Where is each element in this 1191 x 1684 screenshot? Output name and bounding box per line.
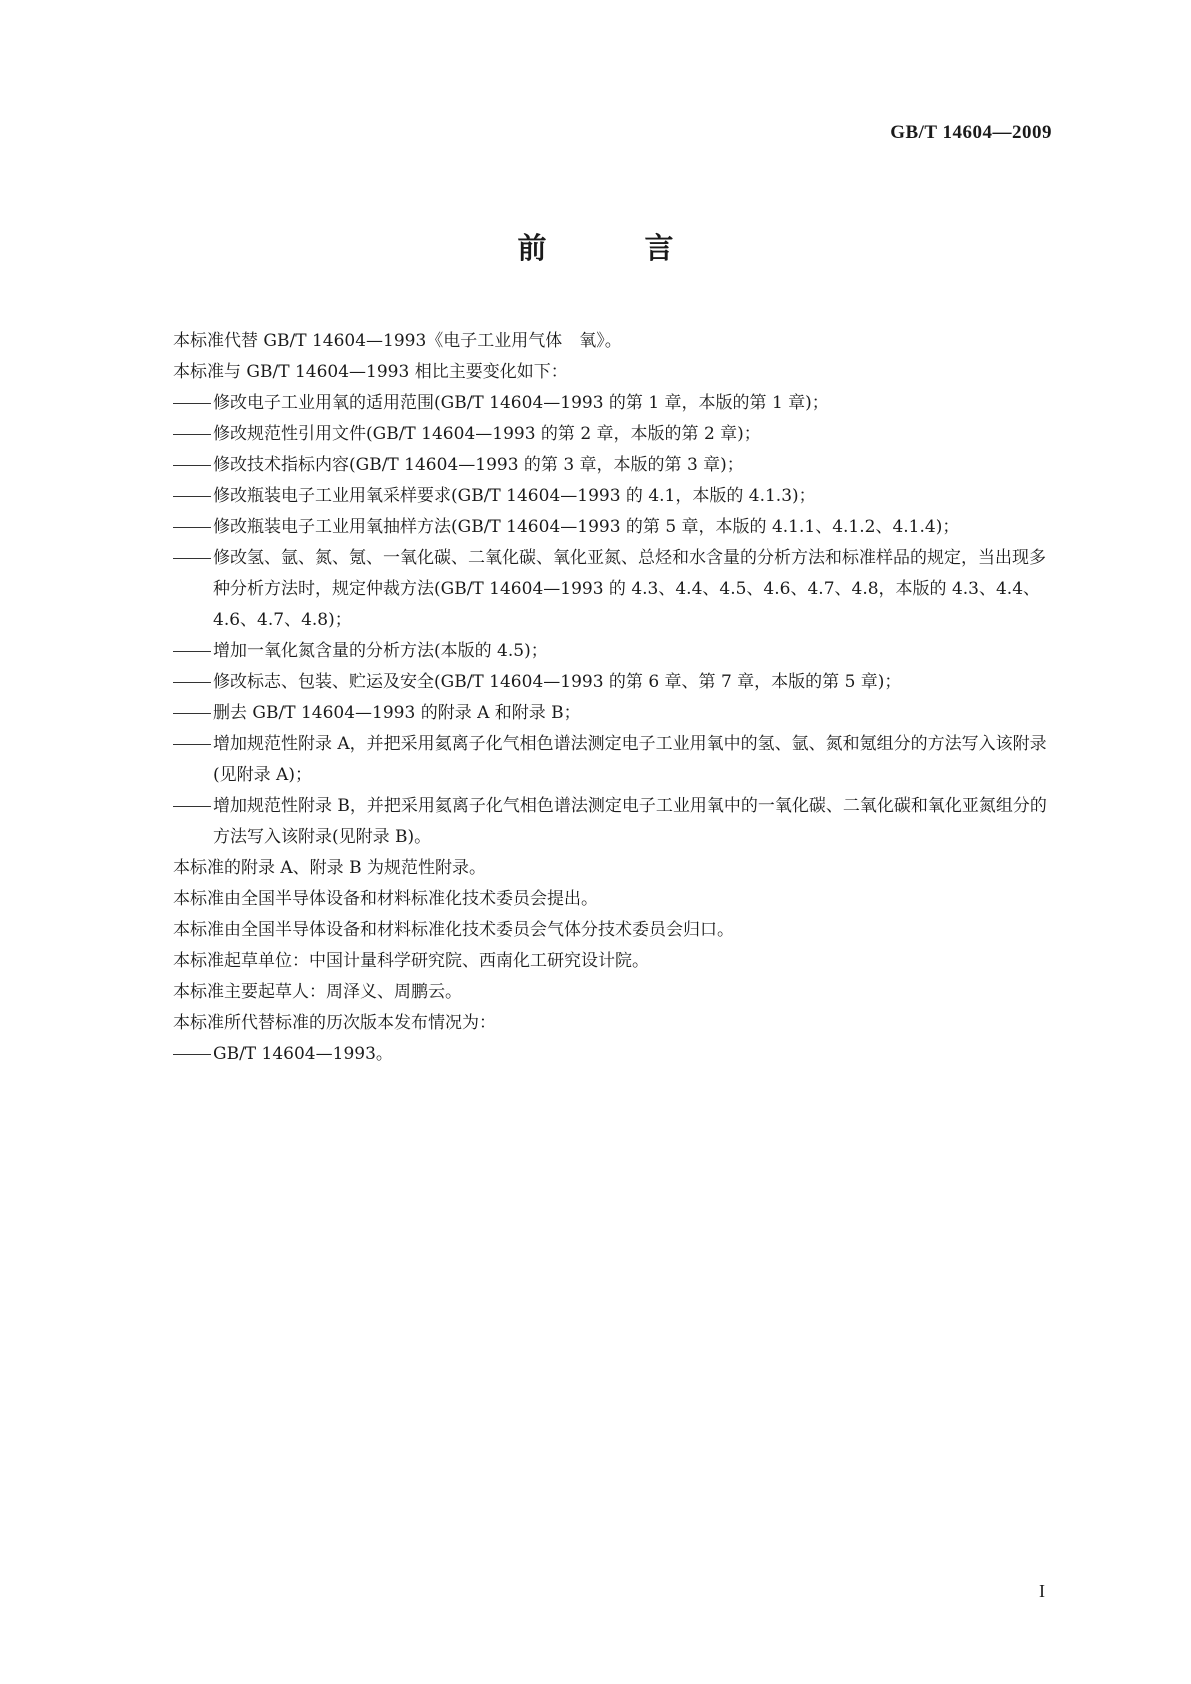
dash-marker — [173, 651, 211, 652]
list-item-text: 增加一氧化氮含量的分析方法(本版的 4.5)； — [213, 641, 548, 661]
dash-marker — [173, 496, 211, 497]
list-item-text: 增加规范性附录 B，并把采用氦离子化气相色谱法测定电子工业用氧中的一氧化碳、二氧化碳和氧化亚氮组分的方法写入该附录(见附录 B)。 — [213, 796, 1047, 847]
list-item-text: 修改标志、包装、贮运及安全(GB/T 14604—1993 的第 6 章、第 7 章，本版的第 5 章)； — [213, 672, 902, 692]
list-item — [173, 543, 1053, 636]
page-number: I — [1039, 1581, 1045, 1601]
standard-code: GB/T 14604—2009 — [890, 122, 1052, 143]
dash-marker — [173, 403, 211, 404]
history-item — [173, 1039, 1053, 1070]
list-item — [173, 419, 1053, 450]
dash-marker — [173, 1054, 211, 1055]
dash-marker — [173, 527, 211, 528]
dash-marker — [173, 682, 211, 683]
dash-marker — [173, 465, 211, 466]
list-item — [173, 512, 1053, 543]
dash-marker — [173, 806, 211, 807]
paragraph: 本标准由全国半导体设备和材料标准化技术委员会气体分技术委员会归口。 — [173, 920, 734, 940]
list-item — [173, 698, 1053, 729]
list-item-text: 删去 GB/T 14604—1993 的附录 A 和附录 B； — [213, 703, 581, 723]
list-item-text: 修改瓶装电子工业用氧抽样方法(GB/T 14604—1993 的第 5 章，本版的 4.1.1、4.1.2、4.1.4)； — [213, 517, 960, 537]
list-item — [173, 481, 1053, 512]
history-item-text: GB/T 14604—1993。 — [213, 1044, 393, 1064]
list-item — [173, 729, 1053, 791]
list-item — [173, 667, 1053, 698]
paragraph: 本标准由全国半导体设备和材料标准化技术委员会提出。 — [173, 889, 598, 909]
list-item-text: 修改规范性引用文件(GB/T 14604—1993 的第 2 章，本版的第 2 章)； — [213, 424, 761, 444]
list-item-text: 增加规范性附录 A，并把采用氦离子化气相色谱法测定电子工业用氧中的氢、氩、氮和氪组分的方法写入该附录(见附录 A)； — [213, 734, 1047, 785]
foreword-body — [173, 326, 1053, 1070]
paragraph: 本标准起草单位：中国计量科学研究院、西南化工研究设计院。 — [173, 951, 649, 971]
list-item — [173, 450, 1053, 481]
paragraph: 本标准代替 GB/T 14604—1993《电子工业用气体 氧》。 — [173, 331, 622, 351]
list-item-text: 修改氢、氩、氮、氪、一氧化碳、二氧化碳、氧化亚氮、总烃和水含量的分析方法和标准样品的规定，当出现多种分析方法时，规定仲裁方法(GB/T 14604—1993 的 4.3、4.4、4.5、4.6、4.7、4.8，本版的 4.3、4.4、4.6、4.7、4.8)； — [213, 548, 1046, 630]
list-item — [173, 791, 1053, 853]
list-item-text: 修改技术指标内容(GB/T 14604—1993 的第 3 章，本版的第 3 章)； — [213, 455, 744, 475]
paragraph: 本标准与 GB/T 14604—1993 相比主要变化如下： — [173, 362, 568, 382]
list-item-text: 修改电子工业用氧的适用范围(GB/T 14604—1993 的第 1 章，本版的第 1 章)； — [213, 393, 829, 413]
page-title: 前 言 — [517, 231, 718, 265]
list-item — [173, 388, 1053, 419]
paragraph: 本标准的附录 A、附录 B 为规范性附录。 — [173, 858, 486, 878]
dash-marker — [173, 744, 211, 745]
paragraph: 本标准主要起草人：周泽义、周鹏云。 — [173, 982, 462, 1002]
list-item-text: 修改瓶装电子工业用氧采样要求(GB/T 14604—1993 的 4.1，本版的 4.1.3)； — [213, 486, 816, 506]
dash-marker — [173, 434, 211, 435]
paragraph: 本标准所代替标准的历次版本发布情况为： — [173, 1013, 496, 1033]
list-item — [173, 636, 1053, 667]
dash-marker — [173, 713, 211, 714]
dash-marker — [173, 558, 211, 559]
